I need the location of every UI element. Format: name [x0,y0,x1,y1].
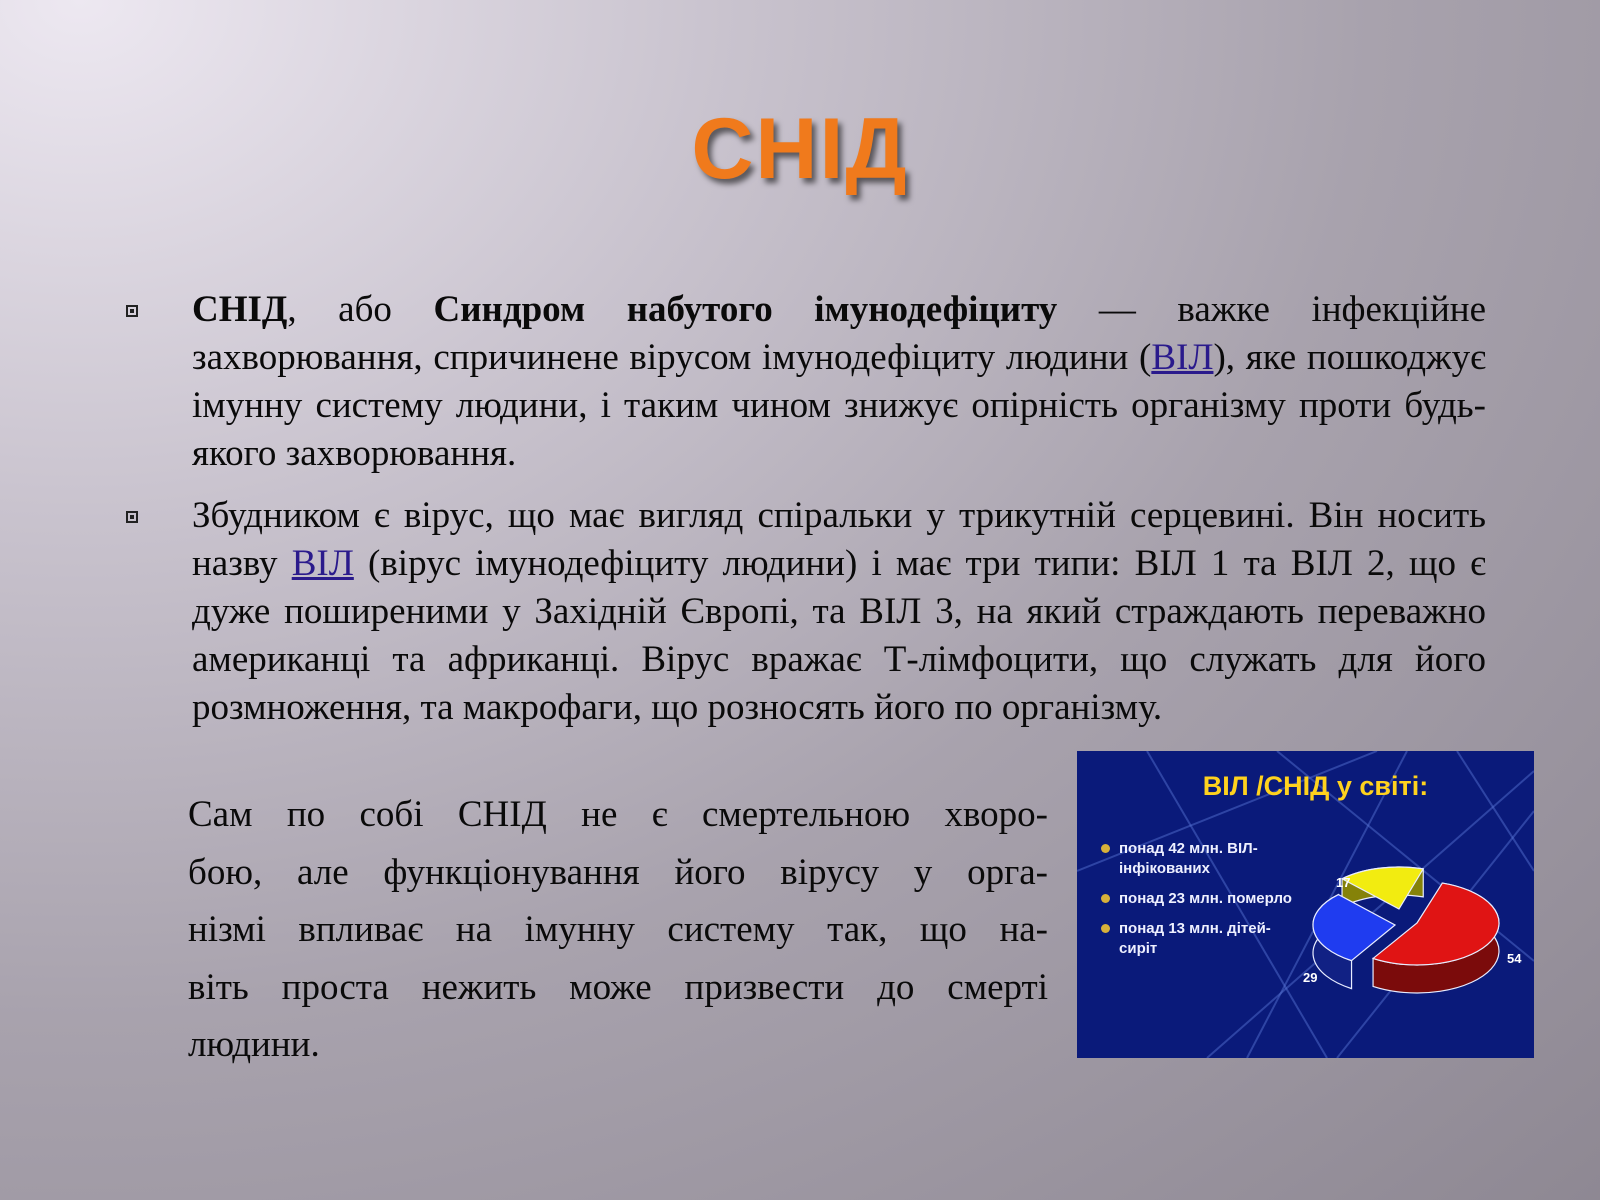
hiv-world-chart [1077,751,1534,1058]
slide-title: СНІД [691,101,909,197]
separator-text: , або [287,289,434,330]
legend-item: понад 42 млн. ВІЛ-інфікованих [1097,839,1297,879]
paragraph-line: нізмі впливає на імунну систему так, що на- [188,909,1048,950]
paragraph-line: бою, але функціонування його вірусу у орга- [188,851,1048,893]
legend-bullet-icon [1101,844,1110,853]
definition-text: — важке інфекційне захворювання, спричинене вірусом імунодефіциту людини ( [192,289,1487,378]
info-paragraph [188,786,1048,1074]
paragraph-line: людини. [188,1024,320,1065]
slice-label: 29 [1303,970,1318,985]
legend-item: понад 23 млн. померло [1097,889,1297,909]
chart-legend [1097,839,1297,969]
legend-bullet-icon [1101,894,1110,903]
slice-label: 17 [1336,875,1351,890]
bullet-pathogen [116,492,1486,732]
definition-text-end: ), яке пошкоджує імунну систему людини, і таким чином знижує опірність організму проти будь-якого захворювання. [192,337,1486,474]
bullet-marker-icon [126,305,138,317]
paragraph-line: віть проста нежить може призвести до смерті [188,966,1048,1008]
legend-bullet-icon [1101,924,1110,933]
term-full-name: Синдром набутого імунодефіциту [433,289,1058,330]
legend-item: понад 13 млн. дітей-сиріт [1097,919,1297,959]
bullet-list [116,286,1486,746]
vil-link[interactable]: ВІЛ [1151,337,1214,378]
vil-link[interactable]: ВІЛ [291,543,354,584]
paragraph-line: Сам по собі СНІД не є смертельною хворо- [188,794,1048,835]
term-snid: СНІД [192,289,288,330]
pathogen-text: Збудником є вірус, що має вигляд спіральки у трикутній серцевині. Він носить назву [192,495,1486,584]
slice-label: 54 [1507,951,1522,966]
bullet-marker-icon [126,511,138,523]
pathogen-text-end: (вірус імунодефіциту людини) і має три типи: ВІЛ 1 та ВІЛ 2, що є дуже поширеними у Західній Європі, та ВІЛ 3, на який страждають переважно американці та африканці. Вірус вражає Т-лімфоцити, що служать для його розмноження, та макрофаги, що розносять його по організму. [192,543,1486,728]
bullet-definition [116,286,1486,478]
chart-title: ВІЛ /СНІД у світі: [1202,771,1429,801]
